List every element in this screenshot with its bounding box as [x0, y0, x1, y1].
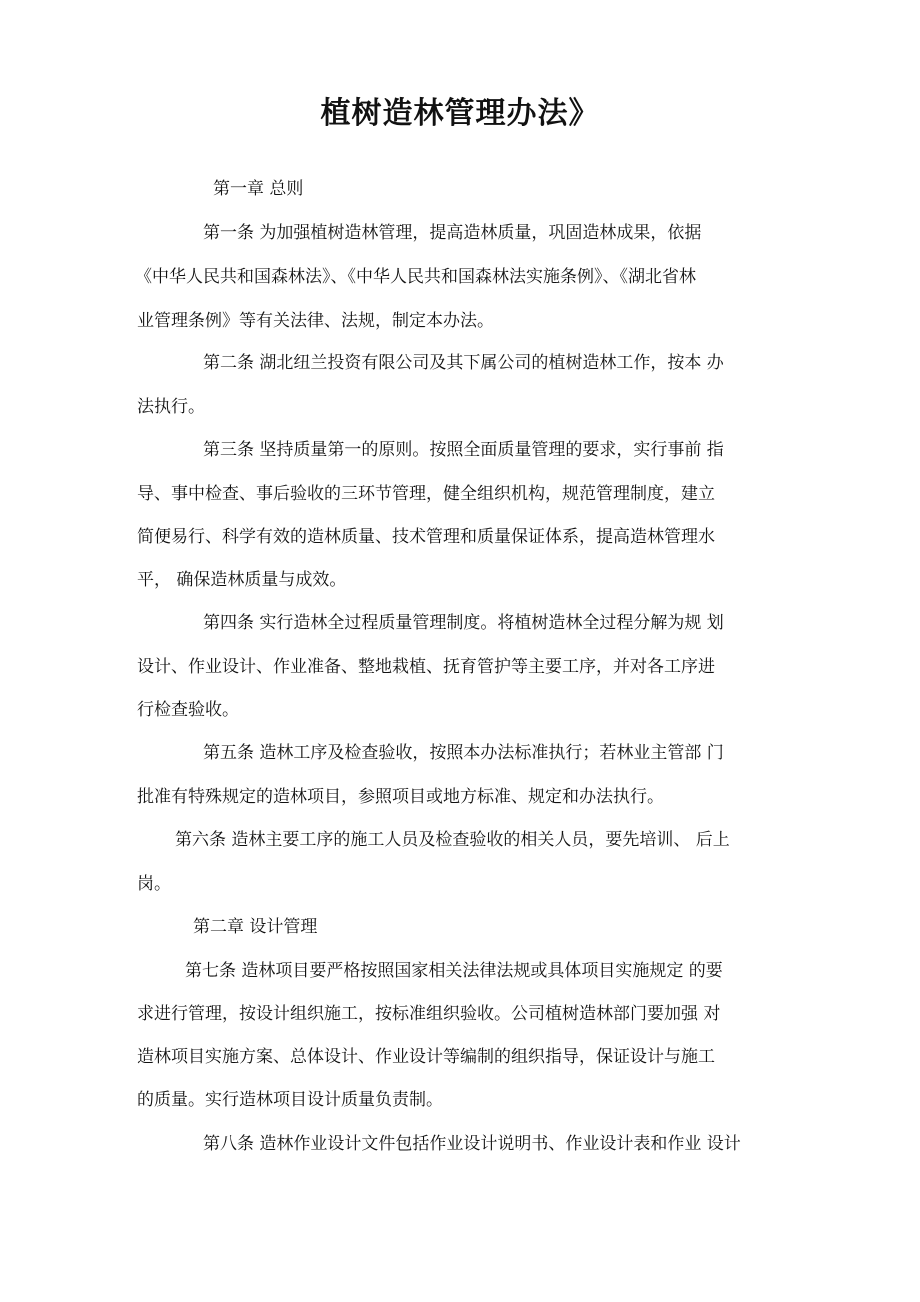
article-6-line-1: 第六条 造林主要工序的施工人员及检查验收的相关人员，要先培训、 后上: [175, 830, 730, 850]
article-3-line-2: 导、事中检查、事后验收的三环节管理，健全组织机构，规范管理制度，建立: [137, 484, 715, 504]
article-3-line-1: 第三条 坚持质量第一的原则。按照全面质量管理的要求，实行事前 指: [203, 440, 724, 460]
chapter-1-heading: 第一章 总则: [213, 179, 304, 199]
article-7-line-3: 造林项目实施方案、总体设计、作业设计等编制的组织指导，保证设计与施工: [137, 1047, 715, 1067]
document-title: 植树造林管理办法》: [320, 96, 600, 131]
article-5-line-2: 批准有特殊规定的造林项目，参照项目或地方标准、规定和办法执行。: [137, 787, 664, 807]
article-5-line-1: 第五条 造林工序及检查验收，按照本办法标准执行；若林业主管部 门: [203, 743, 724, 763]
article-2-line-1: 第二条 湖北纽兰投资有限公司及其下属公司的植树造林工作，按本 办: [203, 353, 724, 373]
chapter-2-heading: 第二章 设计管理: [193, 917, 318, 937]
article-7-line-4: 的质量。实行造林项目设计质量负责制。: [137, 1090, 443, 1110]
article-1-line-1: 第一条 为加强植树造林管理，提高造林质量，巩固造林成果，依据: [203, 223, 702, 243]
article-4-line-1: 第四条 实行造林全过程质量管理制度。将植树造林全过程分解为规 划: [203, 613, 724, 633]
article-1-line-2: 《中华人民共和国森林法》、《中华人民共和国森林法实施条例》、《湖北省林: [135, 267, 696, 287]
article-4-line-2: 设计、作业设计、作业准备、整地栽植、抚育管护等主要工序，并对各工序进: [137, 657, 715, 677]
article-3-line-3: 简便易行、科学有效的造林质量、技术管理和质量保证体系，提高造林管理水: [137, 527, 715, 547]
article-2-line-2: 法执行。: [137, 397, 205, 417]
article-4-line-3: 行检查验收。: [137, 700, 239, 720]
article-7-line-1: 第七条 造林项目要严格按照国家相关法律法规或具体项目实施规定 的要: [185, 961, 723, 981]
article-7-line-2: 求进行管理，按设计组织施工，按标准组织验收。公司植树造林部门要加强 对: [137, 1004, 721, 1024]
article-3-line-4: 平， 确保造林质量与成效。: [137, 570, 347, 590]
article-8-line-1: 第八条 造林作业设计文件包括作业设计说明书、作业设计表和作业 设计: [203, 1134, 741, 1154]
article-6-line-2: 岗。: [137, 874, 171, 894]
article-1-line-3: 业管理条例》等有关法律、法规，制定本办法。: [137, 311, 494, 331]
